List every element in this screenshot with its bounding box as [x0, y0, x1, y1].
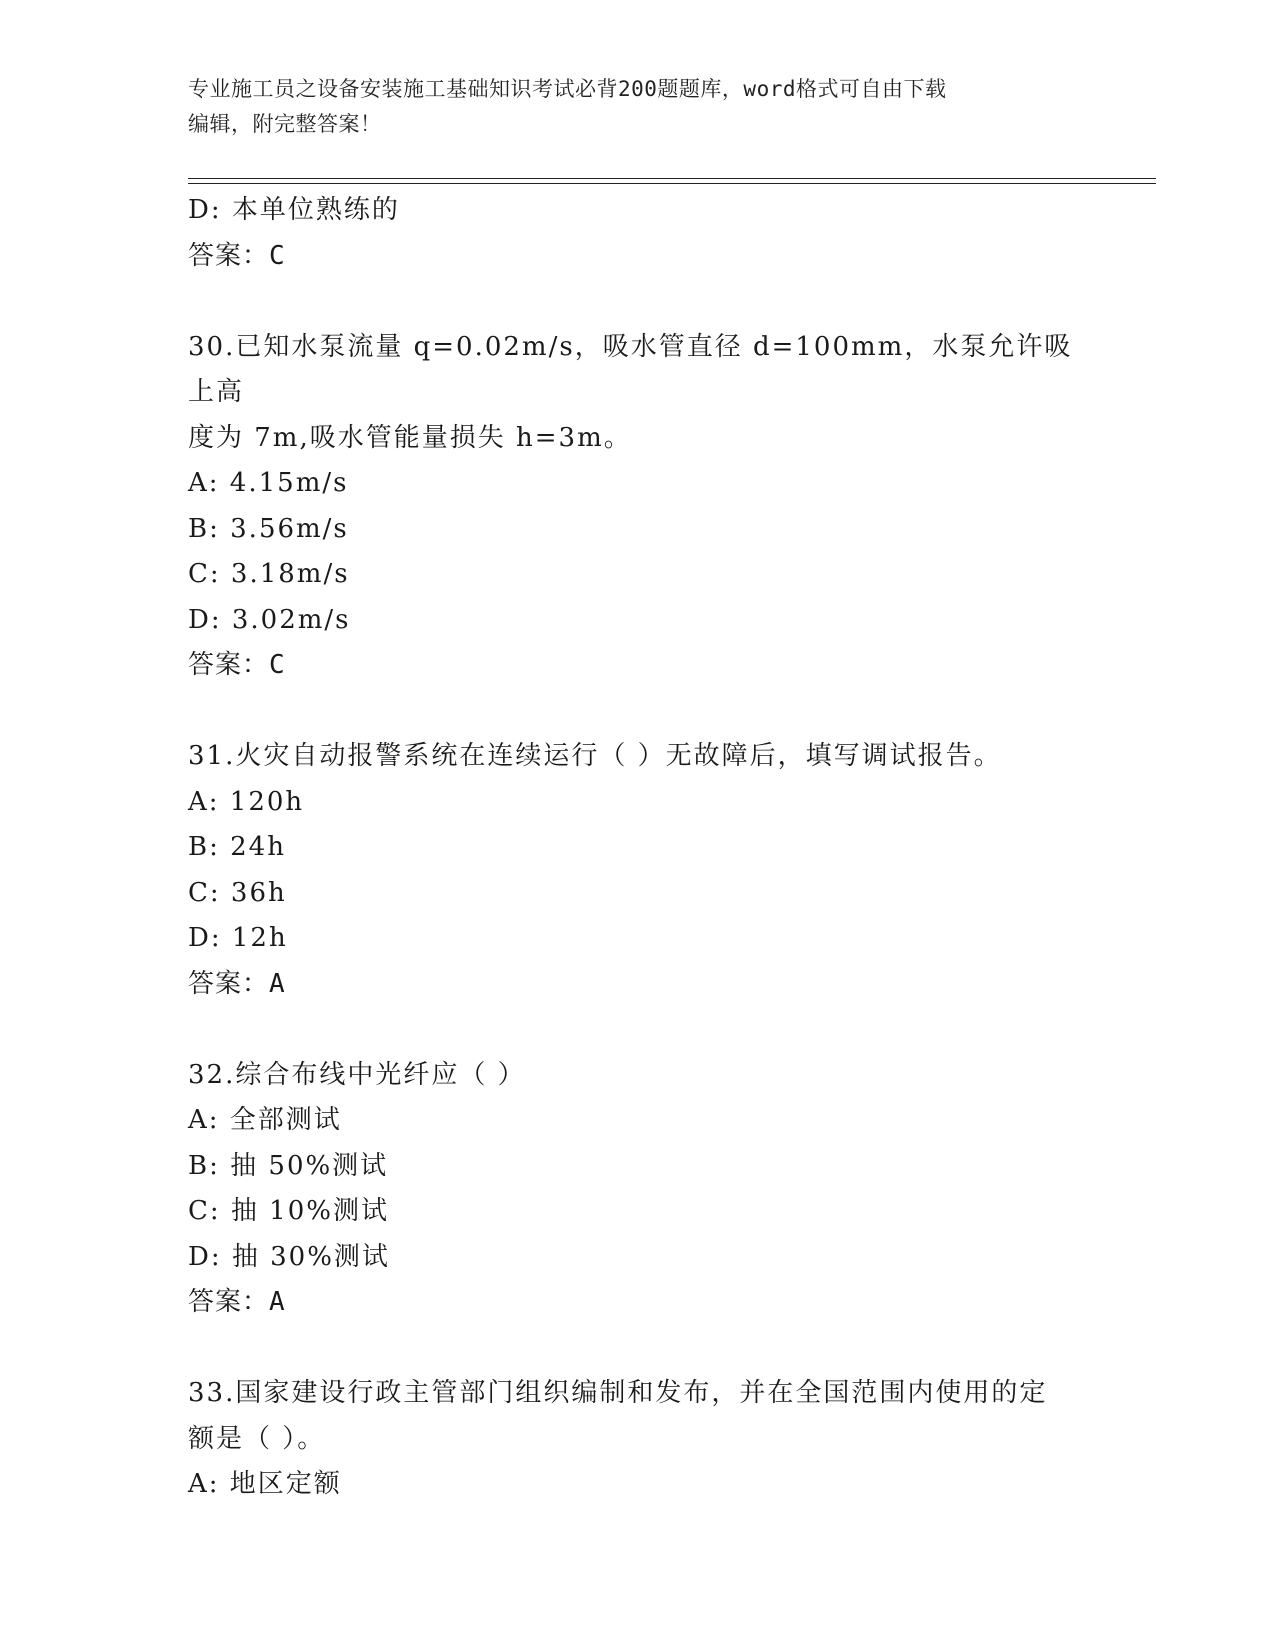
- question-31-option-c: C: 36h: [188, 877, 287, 908]
- question-32-option-b: B: 抽 50%测试: [188, 1150, 389, 1181]
- document-body: [188, 188, 1088, 1508]
- question-31-option-a: A: 120h: [188, 786, 305, 817]
- question-33: [188, 1371, 1088, 1508]
- question-31-answer: 答案：A: [188, 968, 286, 999]
- header-line-1: 专业施工员之设备安装施工基础知识考试必背200题题库，word格式可自由下载: [188, 77, 947, 101]
- question-30-text-line-1: 30.已知水泵流量 q=0.02m/s，吸水管直径 d=100mm，水泵允许吸上高: [188, 331, 1073, 407]
- spacer: [188, 689, 1088, 735]
- question-33-text-line-1: 33.国家建设行政主管部门组织编制和发布，并在全国范围内使用的定: [188, 1378, 1048, 1408]
- document-header: [188, 72, 1088, 142]
- question-33-text-line-2: 额是（ ）。: [188, 1423, 326, 1454]
- question-30-option-a: A: 4.15m/s: [188, 468, 349, 498]
- spacer: [188, 279, 1088, 325]
- question-31-option-b: B: 24h: [188, 832, 286, 862]
- spacer: [188, 1007, 1088, 1053]
- question-32-option-a: A: 全部测试: [188, 1105, 342, 1135]
- prev-answer: 答案：C: [188, 240, 286, 271]
- question-32-text-line-1: 32.综合布线中光纤应（ ）: [188, 1059, 526, 1090]
- question-30-option-c: C: 3.18m/s: [188, 559, 350, 589]
- question-33-option-a: A: 地区定额: [188, 1469, 342, 1499]
- question-30-text-line-2: 度为 7m,吸水管能量损失 h=3m。: [188, 422, 632, 453]
- question-30-option-d: D: 3.02m/s: [188, 604, 351, 635]
- header-line-2: 编辑，附完整答案！: [188, 112, 382, 136]
- header-divider-top: [188, 178, 1156, 179]
- question-30-answer: 答案：C: [188, 650, 286, 680]
- question-31-text-line-1: 31.火灾自动报警系统在连续运行（ ）无故障后，填写调试报告。: [188, 741, 1002, 771]
- question-32: [188, 1053, 1088, 1326]
- question-32-option-c: C: 抽 10%测试: [188, 1196, 389, 1226]
- question-31-option-d: D: 12h: [188, 923, 288, 953]
- question-32-option-d: D: 抽 30%测试: [188, 1241, 390, 1272]
- prev-option-d: D: 本单位熟练的: [188, 195, 400, 225]
- question-31: [188, 734, 1088, 1007]
- header-divider-bottom: [188, 183, 1156, 184]
- question-30-option-b: B: 3.56m/s: [188, 513, 349, 544]
- question-32-answer: 答案：A: [188, 1287, 286, 1317]
- question-30: [188, 325, 1088, 689]
- spacer: [188, 1326, 1088, 1372]
